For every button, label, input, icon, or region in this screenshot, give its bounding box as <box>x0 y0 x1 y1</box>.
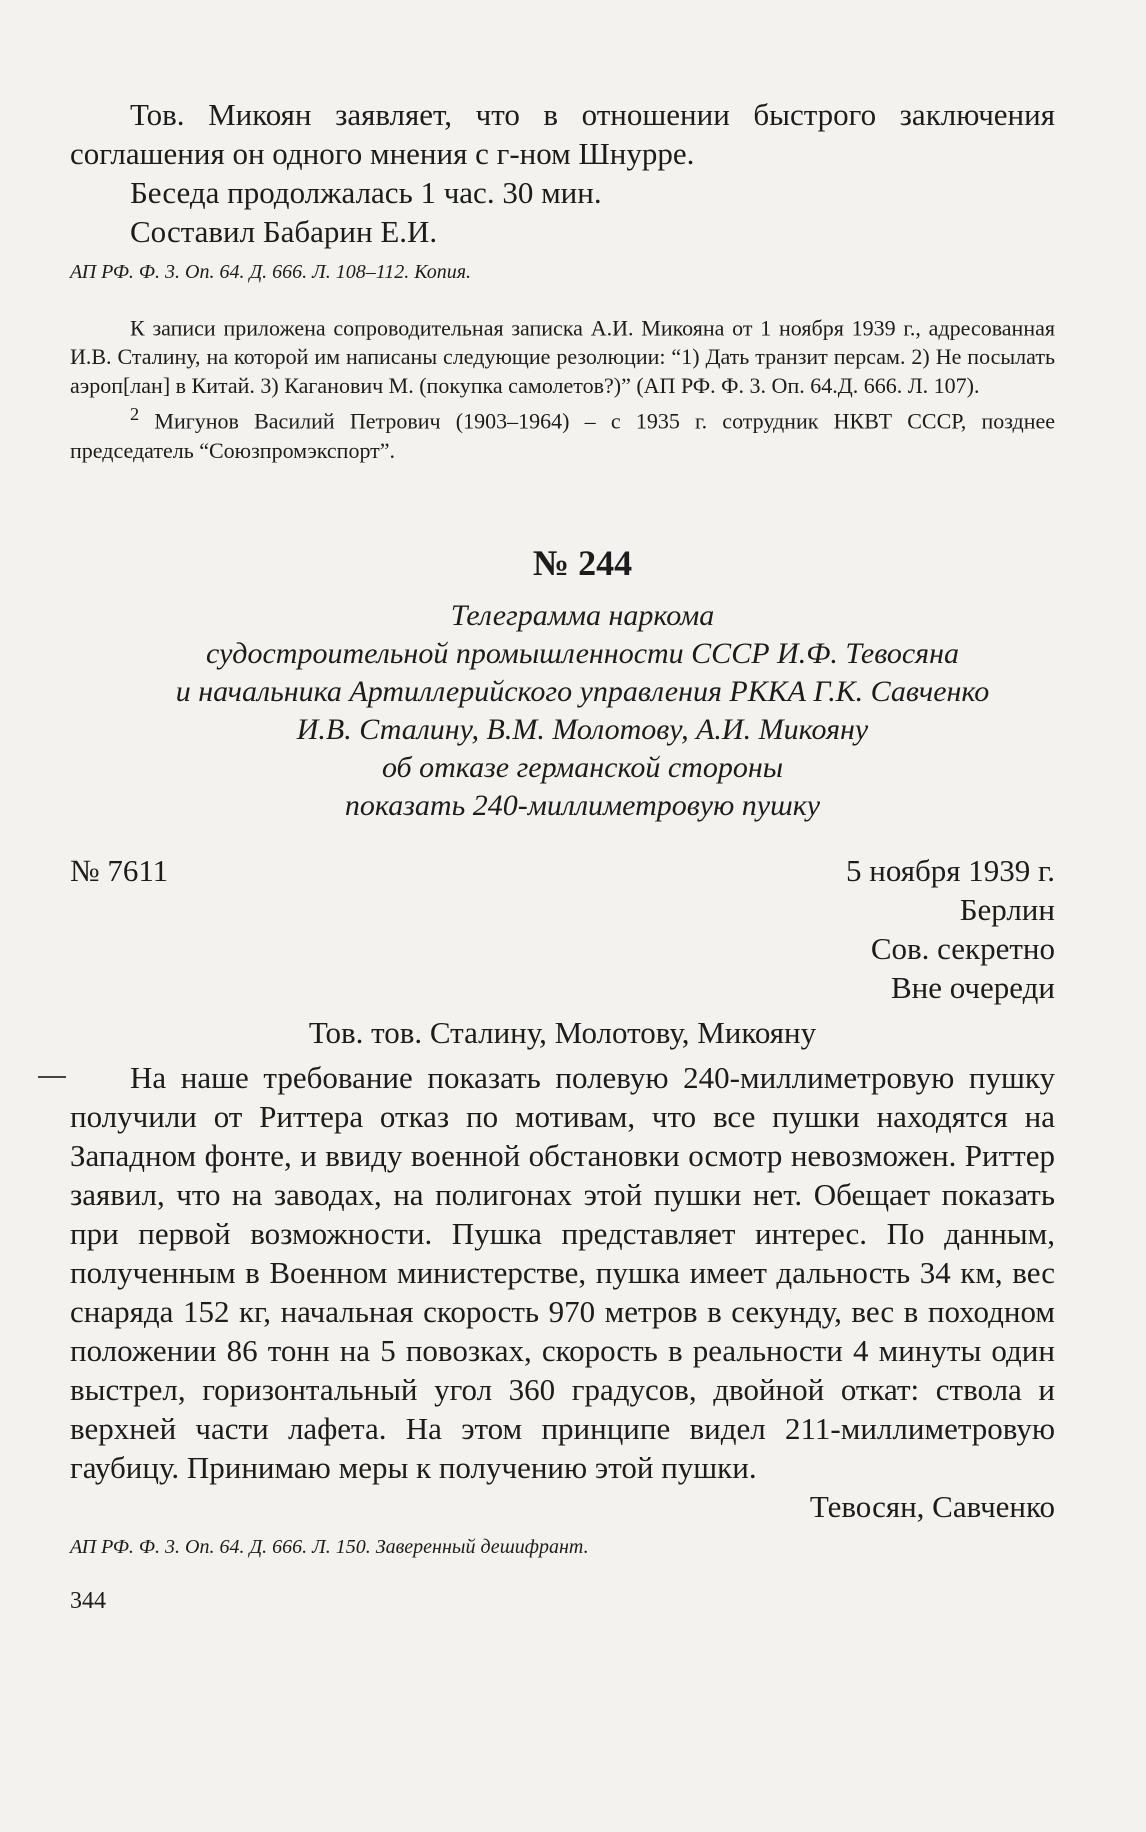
signature: Тевосян, Савченко <box>809 1488 1055 1524</box>
priority-label: Вне очереди <box>890 969 1055 1005</box>
margin-mark <box>38 1076 66 1078</box>
footnote-2-marker: 2 <box>130 404 140 425</box>
footnote-1 <box>70 307 1055 400</box>
telegram-header-row <box>70 851 1055 890</box>
title-line: И.В. Сталину, В.М. Молотову, А.И. Микояну <box>296 712 869 746</box>
footnote-2-text: Мигунов Василий Петрович (1903–1964) – с 1935 г. сотрудник НКВТ СССР, позднее председатель “Союзпромэкспорт”. <box>70 408 1056 463</box>
addressees: Тов. тов. Сталину, Молотову, Микояну <box>308 1014 817 1050</box>
telegram-date: 5 ноября 1939 г. <box>845 852 1055 888</box>
title-line: показать 240-миллиметровую пушку <box>344 788 821 822</box>
paragraph-compiled-by: Составил Бабарин Е.И. <box>130 214 438 249</box>
classification-label: Сов. секретно <box>870 930 1055 966</box>
title-line: Телеграмма наркома <box>450 598 715 632</box>
source-citation-2: АП РФ. Ф. 3. Оп. 64. Д. 666. Л. 150. Заверенный дешифрант. <box>70 1535 589 1558</box>
footnote-2 <box>70 400 1055 464</box>
paragraph-duration: Беседа продолжалась 1 час. 30 мин. <box>130 175 602 210</box>
paragraph-mikoyan-agrees: Тов. Микоян заявляет, что в отношении быстрого заключения соглашения он одного мнения с г-ном Шнурре. <box>70 97 1055 171</box>
title-line: и начальника Артиллерийского управления РККА Г.К. Савченко <box>175 674 990 708</box>
footnotes <box>70 307 1055 465</box>
document-title <box>70 597 1055 825</box>
source-citation-1: АП РФ. Ф. 3. Оп. 64. Д. 666. Л. 108–112. Копия. <box>70 261 472 283</box>
document-number: № 244 <box>532 542 633 583</box>
page <box>70 95 1055 1616</box>
telegram-body: На наше требование показать полевую 240-миллиметровую пушку получили от Риттера отказ по мотивам, что все пушки находятся на Западном фонте, и ввиду военной обстановки осмотр невозможен. Риттер заявил, что на заводах, на полигонах этой пушки нет. Обещает показать при первой возможности. Пушка представляет интерес. По данным, полученным в Военном министерстве, пушка имеет дальность 34 км, вес снаряда 152 кг, начальная скорость 970 метров в секунду, вес в походном положении 86 тонн на 5 повозках, скорость в реальности 4 минуты один выстрел, горизонтальный угол 360 градусов, двойной откат: ствола и верхней части лафета. На этом принципе видел 211-миллиметровую гаубицу. Принимаю меры к получению этой пушки. <box>70 1059 1055 1485</box>
title-line: об отказе германской стороны <box>381 750 784 784</box>
footnote-1-text: К записи приложена сопроводительная записка А.И. Микояна от 1 ноября 1939 г., адресованная И.В. Сталину, на которой им написаны следующие резолюции: “1) Дать транзит персам. 2) Не посылать аэроп[лан] в Китай. 3) Каганович М. (покупка самолетов?)” (АП РФ. Ф. 3. Оп. 64.Д. 666. Л. 107). <box>70 315 1055 399</box>
title-line: судостроительной промышленности СССР И.Ф. Тевосяна <box>205 636 960 670</box>
telegram-place: Берлин <box>959 891 1055 927</box>
registration-number: № 7611 <box>70 852 169 888</box>
page-number: 344 <box>70 1587 106 1614</box>
